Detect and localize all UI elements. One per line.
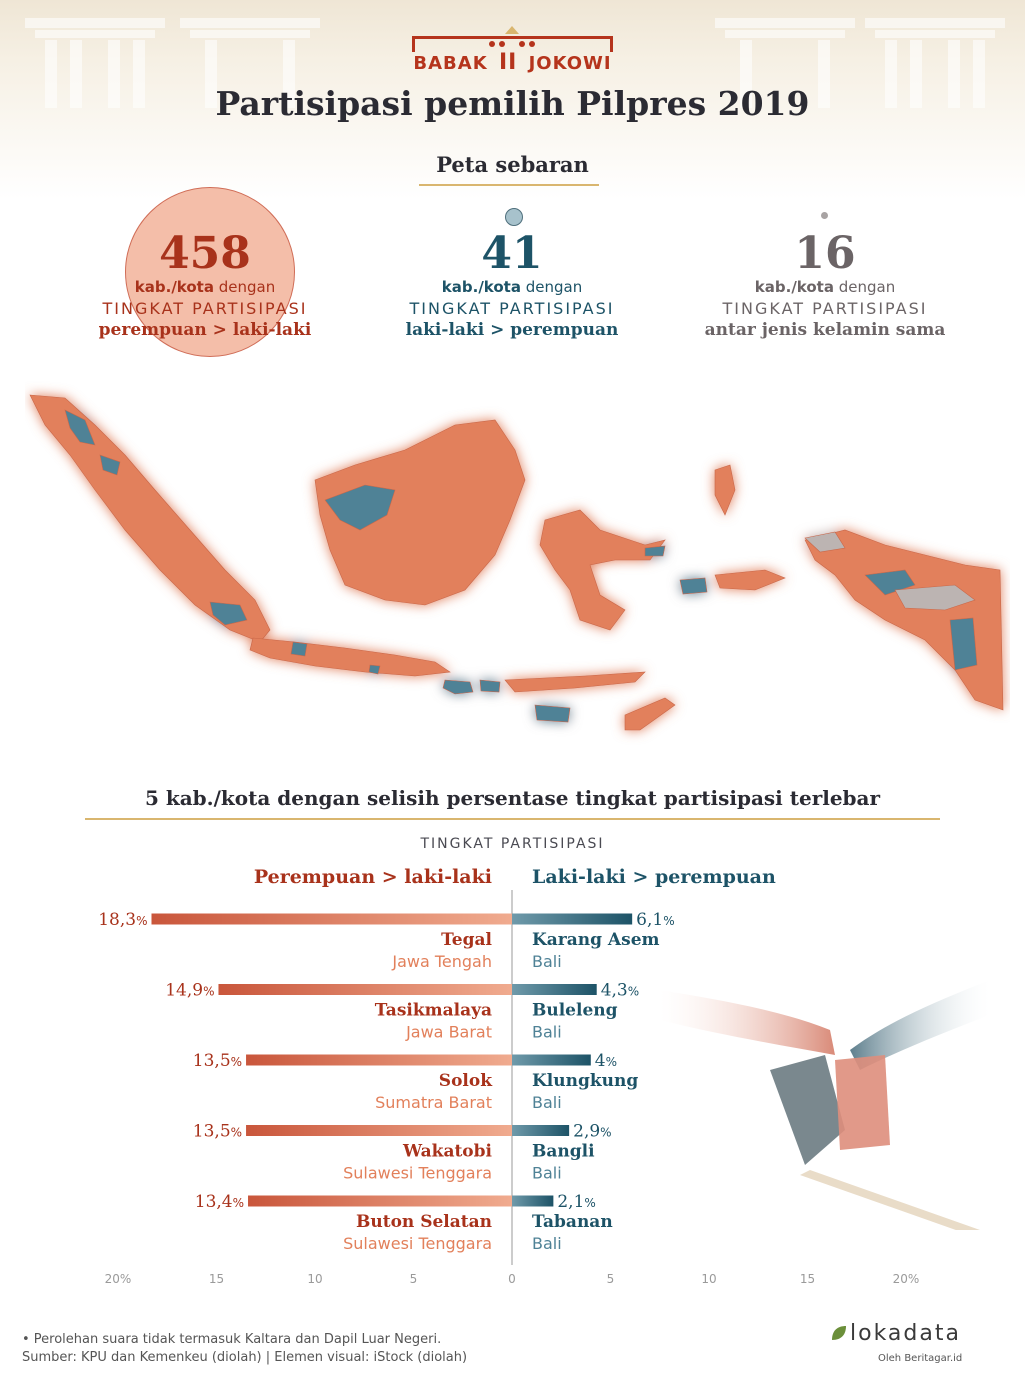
map-subtitle: Peta sebaran xyxy=(436,152,589,177)
region-right-1: Bali xyxy=(532,1022,562,1042)
footer-note: • Perolehan suara tidak termasuk Kaltara dan Dapil Luar Negeri. xyxy=(22,1332,442,1347)
bar-left-2 xyxy=(246,1055,512,1066)
region-right-3: Bali xyxy=(532,1163,562,1183)
bar-right-4 xyxy=(512,1196,553,1207)
right-column-heading: Laki-laki > perempuan xyxy=(532,866,776,888)
stat-male-higher xyxy=(362,228,662,340)
island-halmahera xyxy=(715,465,735,515)
island-java xyxy=(250,638,450,676)
value-label-right-2: 4% xyxy=(594,1051,618,1071)
value-label-left-4: 13,4% xyxy=(194,1192,245,1212)
stat-caption: TINGKAT PARTISIPASI xyxy=(102,299,308,318)
diverging-bar-chart xyxy=(0,890,1025,1290)
palace-emblem-icon xyxy=(410,24,615,52)
tick-label-8: 20% xyxy=(892,1272,920,1286)
region-left-0: Jawa Tengah xyxy=(392,952,492,971)
page-title: Partisipasi pemilih Pilpres 2019 xyxy=(215,84,810,123)
bar-left-4 xyxy=(248,1196,512,1207)
value-label-right-1: 4,3% xyxy=(600,980,640,1001)
subtitle-underline xyxy=(419,184,599,186)
island-sumba xyxy=(535,705,570,722)
footer-source: Sumber: KPU dan Kemenkeu (diolah) | Elemen visual: iStock (diolah) xyxy=(22,1350,468,1365)
island-timor xyxy=(625,698,675,730)
lokadata-logo: lokadata xyxy=(850,1321,961,1346)
tick-label-7: 15 xyxy=(799,1272,816,1286)
region-right-2: Bali xyxy=(532,1093,562,1112)
tick-label-0: 20% xyxy=(104,1272,132,1286)
brand-right: JOKOWI xyxy=(528,53,612,74)
island-seram xyxy=(715,570,785,590)
bar-right-1 xyxy=(512,984,597,995)
value-label-right-3: 2,9% xyxy=(573,1121,612,1142)
region-right-0: Bali xyxy=(532,952,562,971)
tick-label-4: 0 xyxy=(508,1272,516,1286)
stat-number: 458 xyxy=(159,228,251,279)
stat-comparison: perempuan > laki-laki xyxy=(98,320,312,340)
stat-number: 16 xyxy=(794,228,856,279)
bar-right-2 xyxy=(512,1055,591,1066)
value-label-right-4: 2,1% xyxy=(557,1192,596,1212)
region-sulawesi-blue xyxy=(645,546,665,556)
stat-female-higher xyxy=(55,228,355,340)
name-left-1: Tasikmalaya xyxy=(374,1000,492,1021)
stat-comparison: laki-laki > perempuan xyxy=(405,320,619,340)
section-title: 5 kab./kota dengan selisih persentase tingkat partisipasi terlebar xyxy=(144,786,881,810)
tick-label-2: 10 xyxy=(307,1272,323,1286)
tick-label-1: 15 xyxy=(208,1272,225,1286)
island-lombok xyxy=(480,680,500,692)
lokadata-leaf-icon xyxy=(830,1324,848,1342)
region-right-4: Bali xyxy=(532,1234,562,1253)
brand-wordmark xyxy=(0,50,1025,75)
brand-left: BABAK xyxy=(413,53,488,74)
name-left-0: Tegal xyxy=(441,930,492,950)
name-left-4: Buton Selatan xyxy=(356,1212,492,1232)
section-underline xyxy=(85,818,940,820)
bar-left-0 xyxy=(151,914,512,925)
island-sulawesi xyxy=(540,510,665,630)
region-left-2: Sumatra Barat xyxy=(375,1093,492,1112)
region-left-4: Sulawesi Tenggara xyxy=(343,1234,492,1253)
island-buru xyxy=(680,578,707,594)
value-label-left-3: 13,5% xyxy=(192,1121,243,1142)
stat-unit-suffix: dengan xyxy=(520,278,583,296)
region-left-3: Sulawesi Tenggara xyxy=(343,1163,492,1183)
bar-right-3 xyxy=(512,1125,569,1136)
stat-number: 41 xyxy=(481,228,543,279)
stat-equal xyxy=(675,228,975,340)
left-column-heading: Perempuan > laki-laki xyxy=(253,866,492,888)
tick-label-5: 5 xyxy=(606,1272,615,1286)
stat-caption: TINGKAT PARTISIPASI xyxy=(722,299,928,318)
bar-left-1 xyxy=(218,984,512,995)
lokadata-byline: Oleh Beritagar.id xyxy=(878,1353,963,1364)
stat-unit: kab./kota xyxy=(754,278,834,296)
stat-unit-suffix: dengan xyxy=(833,278,896,296)
name-left-2: Solok xyxy=(438,1071,492,1091)
bar-right-0 xyxy=(512,914,632,925)
name-right-0: Karang Asem xyxy=(532,930,660,950)
value-label-left-0: 18,3% xyxy=(98,910,148,930)
stat-unit-suffix: dengan xyxy=(213,278,276,296)
tick-label-6: 10 xyxy=(701,1272,717,1286)
island-bali xyxy=(443,680,473,694)
axis-caption: TINGKAT PARTISIPASI xyxy=(420,836,605,852)
brand-mid: II xyxy=(498,50,518,75)
name-left-3: Wakatobi xyxy=(403,1141,492,1162)
stat-caption: TINGKAT PARTISIPASI xyxy=(409,299,615,318)
indonesia-map xyxy=(25,380,1010,760)
stat-comparison: antar jenis kelamin sama xyxy=(704,320,946,340)
value-label-left-2: 13,5% xyxy=(192,1051,243,1071)
region-papua-blue-2 xyxy=(950,618,977,670)
stat-unit: kab./kota xyxy=(134,278,214,296)
stat-bubble-medium xyxy=(505,208,523,226)
name-right-2: Klungkung xyxy=(532,1071,639,1091)
island-nusa-tenggara xyxy=(505,672,645,692)
value-label-right-0: 6,1% xyxy=(636,910,675,930)
stat-bubble-small xyxy=(821,212,828,219)
name-right-3: Bangli xyxy=(532,1141,595,1162)
name-right-4: Tabanan xyxy=(532,1212,613,1232)
region-java-blue xyxy=(291,642,307,656)
value-label-left-1: 14,9% xyxy=(165,980,215,1001)
region-left-1: Jawa Barat xyxy=(406,1022,492,1042)
region-java-blue-2 xyxy=(369,665,380,674)
tick-label-3: 5 xyxy=(409,1272,418,1286)
bar-left-3 xyxy=(246,1125,512,1136)
name-right-1: Buleleng xyxy=(532,1000,618,1021)
stat-unit: kab./kota xyxy=(441,278,521,296)
